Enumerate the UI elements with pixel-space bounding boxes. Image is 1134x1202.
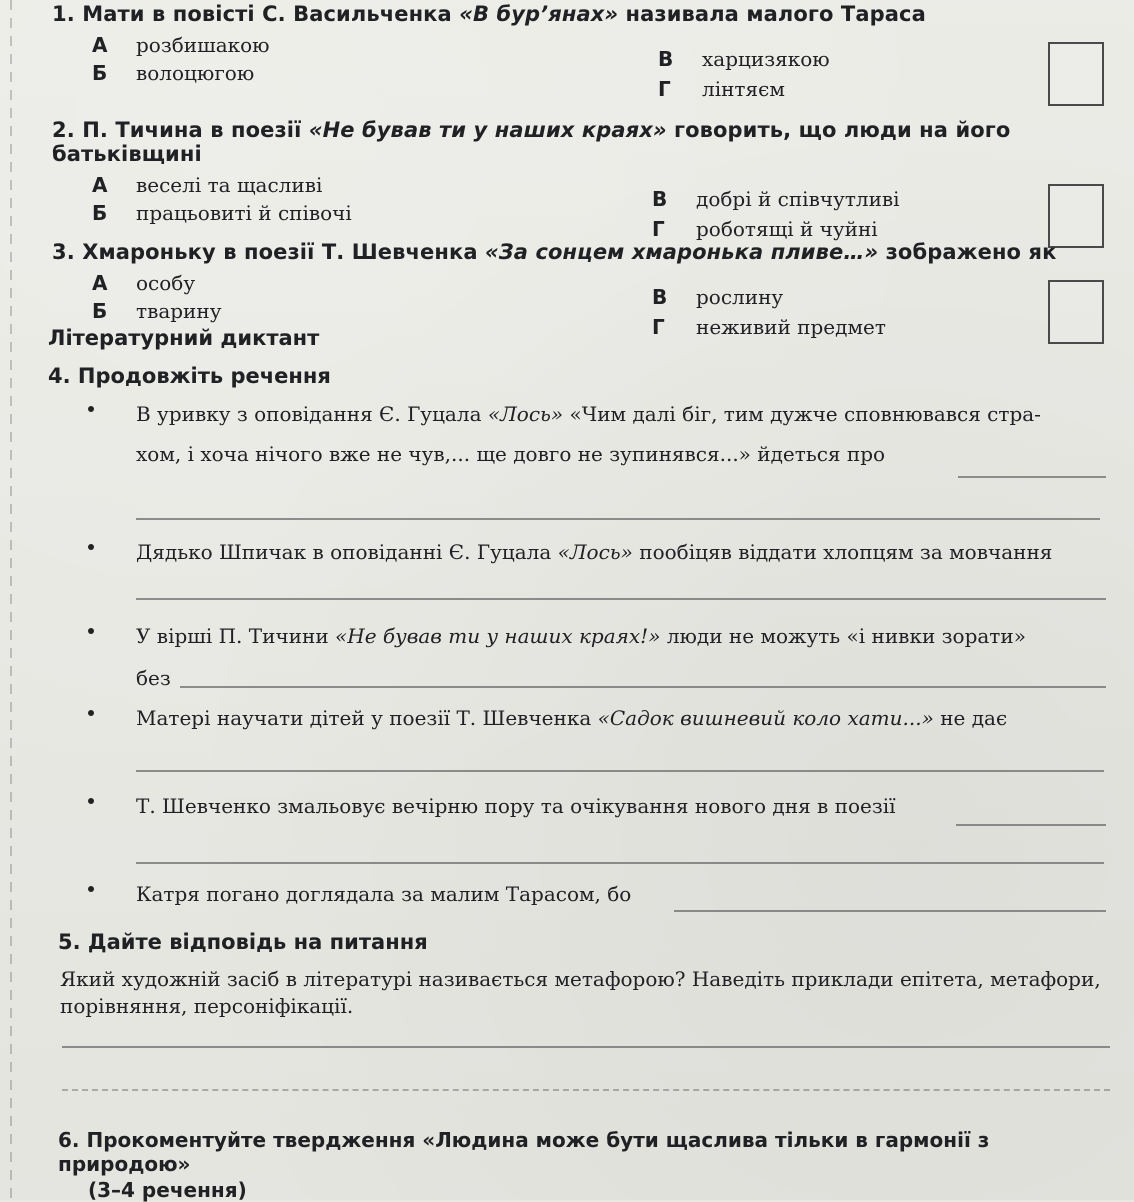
q4-item-5-line-1 bbox=[136, 794, 1124, 818]
q4-item-2-text-part-1: Дядько Шпичак в оповіданні Є. Гуцала bbox=[136, 540, 558, 564]
q4-item-3-line-1 bbox=[136, 624, 1124, 648]
bullet bbox=[88, 798, 94, 804]
bullet bbox=[88, 544, 94, 550]
q4-item-1-line-1 bbox=[136, 402, 1124, 426]
question-3-title-suffix: зображено як bbox=[885, 240, 1057, 264]
q3-option-a-text: особу bbox=[136, 271, 196, 296]
option-letter-v: В bbox=[652, 187, 668, 212]
q3-option-h-text: неживий предмет bbox=[696, 315, 886, 340]
q4-item-6-text: Катря погано доглядала за малим Тарасом, бо bbox=[136, 882, 632, 906]
q4-item-5-text: Т. Шевченко змальовує вечірню пору та очікування нового дня в поезії bbox=[136, 794, 896, 818]
q4-item-3-text-part-3: без bbox=[136, 666, 171, 690]
answer-line[interactable] bbox=[136, 598, 1106, 600]
q3-option-v[interactable] bbox=[652, 284, 783, 311]
q2-answer-box[interactable] bbox=[1048, 184, 1104, 248]
option-letter-h: Г bbox=[652, 217, 665, 242]
q4-item-1-work: «Лось» bbox=[487, 402, 564, 426]
q4-item-2-line-1 bbox=[136, 540, 1124, 564]
bullet bbox=[88, 886, 94, 892]
question-6-line-1: 6. Прокоментуйте твердження «Людина може бути щаслива тільки в гармонії з природою» bbox=[58, 1128, 990, 1176]
q2-option-h-text: роботящі й чуйні bbox=[696, 217, 878, 242]
q4-item-1-text-part-1: В уривку з оповідання Є. Гуцала bbox=[136, 402, 488, 426]
q4-item-2 bbox=[88, 540, 1124, 620]
q4-item-4-text-part-2: не дає bbox=[940, 706, 1008, 730]
q4-item-6 bbox=[88, 882, 1124, 932]
question-2-title-suffix: говорить, що люди на його батьківщині bbox=[52, 118, 1011, 167]
option-letter-v: В bbox=[652, 285, 668, 310]
q4-item-2-work: «Лось» bbox=[557, 540, 633, 564]
answer-line[interactable] bbox=[958, 476, 1106, 478]
answer-line[interactable] bbox=[136, 862, 1104, 864]
option-letter-b: Б bbox=[92, 201, 108, 226]
option-letter-a: А bbox=[92, 271, 108, 296]
q3-option-h[interactable] bbox=[652, 314, 886, 341]
q4-item-4-work: «Садок вишневий коло хати...» bbox=[597, 706, 934, 730]
question-1-title bbox=[52, 2, 1104, 26]
bullet bbox=[88, 628, 94, 634]
question-4-title: 4. Продовжіть речення bbox=[48, 364, 331, 388]
q4-item-2-text-part-2: пообіцяв віддати хлопцям за мовчання bbox=[639, 540, 1053, 564]
left-margin-edge bbox=[10, 0, 12, 1200]
q4-item-1-text-part-2: «Чим далі біг, тим дужче сповнювався стра- bbox=[569, 402, 1041, 426]
option-letter-b: Б bbox=[92, 299, 108, 324]
q3-answer-box[interactable] bbox=[1048, 280, 1104, 344]
q2-option-v-text: добрі й співчутливі bbox=[696, 187, 900, 212]
bullet bbox=[88, 406, 94, 412]
bullet bbox=[88, 710, 94, 716]
q1-option-v[interactable] bbox=[658, 46, 830, 73]
q1-answer-box[interactable] bbox=[1048, 42, 1104, 106]
q2-option-b[interactable] bbox=[92, 200, 352, 227]
question-3-title-prefix: 3. Хмароньку в поезії Т. Шевченка bbox=[52, 240, 486, 264]
q4-item-3-text-part-1: У вірші П. Тичини bbox=[136, 624, 336, 648]
q2-option-v[interactable] bbox=[652, 186, 900, 213]
q4-item-3-text-part-2: люди не можуть «і нивки зорати» bbox=[666, 624, 1026, 648]
literary-dictation-title: Літературний диктант bbox=[48, 326, 320, 350]
q3-option-b-text: тварину bbox=[136, 299, 222, 324]
question-6-line-2: (3–4 речення) bbox=[88, 1178, 247, 1202]
question-1-title-prefix: 1. Мати в повісті С. Васильченка bbox=[52, 2, 460, 26]
q1-option-a[interactable] bbox=[92, 32, 270, 59]
q4-item-5 bbox=[88, 794, 1124, 876]
answer-line[interactable] bbox=[180, 686, 1106, 688]
q4-item-1-text-part-3: хом, і хоча нічого вже не чув,... ще довго не зупинявся...» йдеться про bbox=[136, 442, 886, 466]
option-letter-h: Г bbox=[652, 315, 665, 340]
q4-item-1-line-2 bbox=[136, 442, 1124, 466]
q3-option-b[interactable] bbox=[92, 298, 221, 325]
answer-line[interactable] bbox=[956, 824, 1106, 826]
question-3-title bbox=[52, 240, 1104, 264]
option-letter-a: А bbox=[92, 173, 108, 198]
answer-line[interactable] bbox=[62, 1046, 1110, 1048]
question-6 bbox=[58, 1128, 1124, 1202]
q4-item-4-line-1 bbox=[136, 706, 1124, 730]
question-2-title-work: «Не бував ти у наших краях» bbox=[308, 118, 667, 142]
q4-item-4-text-part-1: Матері научати дітей у поезії Т. Шевченка bbox=[136, 706, 598, 730]
option-letter-h: Г bbox=[658, 77, 671, 102]
answer-line[interactable] bbox=[62, 1089, 1110, 1091]
question-1-title-suffix: називала малого Тараса bbox=[625, 2, 926, 26]
option-letter-a: А bbox=[92, 33, 108, 58]
question-5-text: Який художній засіб в літературі називається метафорою? Наведіть приклади епітета, метафори, порівняння, персоніфікації. bbox=[60, 967, 1101, 1018]
q4-item-4 bbox=[88, 706, 1124, 786]
question-2-title bbox=[52, 118, 1104, 166]
q1-option-a-text: розбишакою bbox=[136, 33, 270, 58]
q3-option-v-text: рослину bbox=[696, 285, 784, 310]
q4-item-3-work: «Не бував ти у наших краях!» bbox=[335, 624, 661, 648]
q1-option-b[interactable] bbox=[92, 60, 254, 87]
q2-option-a-text: веселі та щасливі bbox=[136, 173, 323, 198]
question-1 bbox=[52, 2, 1104, 102]
q1-option-b-text: волоцюгою bbox=[136, 61, 255, 86]
answer-line[interactable] bbox=[136, 770, 1104, 772]
question-1-title-work: «В бур’янах» bbox=[459, 2, 619, 26]
question-2-title-prefix: 2. П. Тичина в поезії bbox=[52, 118, 309, 142]
answer-line[interactable] bbox=[136, 518, 1100, 520]
q3-option-a[interactable] bbox=[92, 270, 195, 297]
q1-option-v-text: харцизякою bbox=[702, 47, 830, 72]
option-letter-v: В bbox=[658, 47, 674, 72]
answer-line[interactable] bbox=[674, 910, 1106, 912]
q2-option-b-text: працьовиті й співочі bbox=[136, 201, 352, 226]
question-2 bbox=[52, 118, 1104, 242]
q1-option-h-text: лінтяєм bbox=[702, 77, 785, 102]
question-2-options bbox=[52, 172, 1104, 242]
option-letter-b: Б bbox=[92, 61, 108, 86]
question-1-options bbox=[52, 32, 1104, 102]
q4-item-1 bbox=[88, 402, 1124, 532]
question-5-title: 5. Дайте відповідь на питання bbox=[58, 930, 428, 954]
q2-option-a[interactable] bbox=[92, 172, 322, 199]
q1-option-h[interactable] bbox=[658, 76, 785, 103]
q4-item-6-line-1 bbox=[136, 882, 1124, 906]
question-3-title-work: «За сонцем хмаронька пливе…» bbox=[485, 240, 879, 264]
